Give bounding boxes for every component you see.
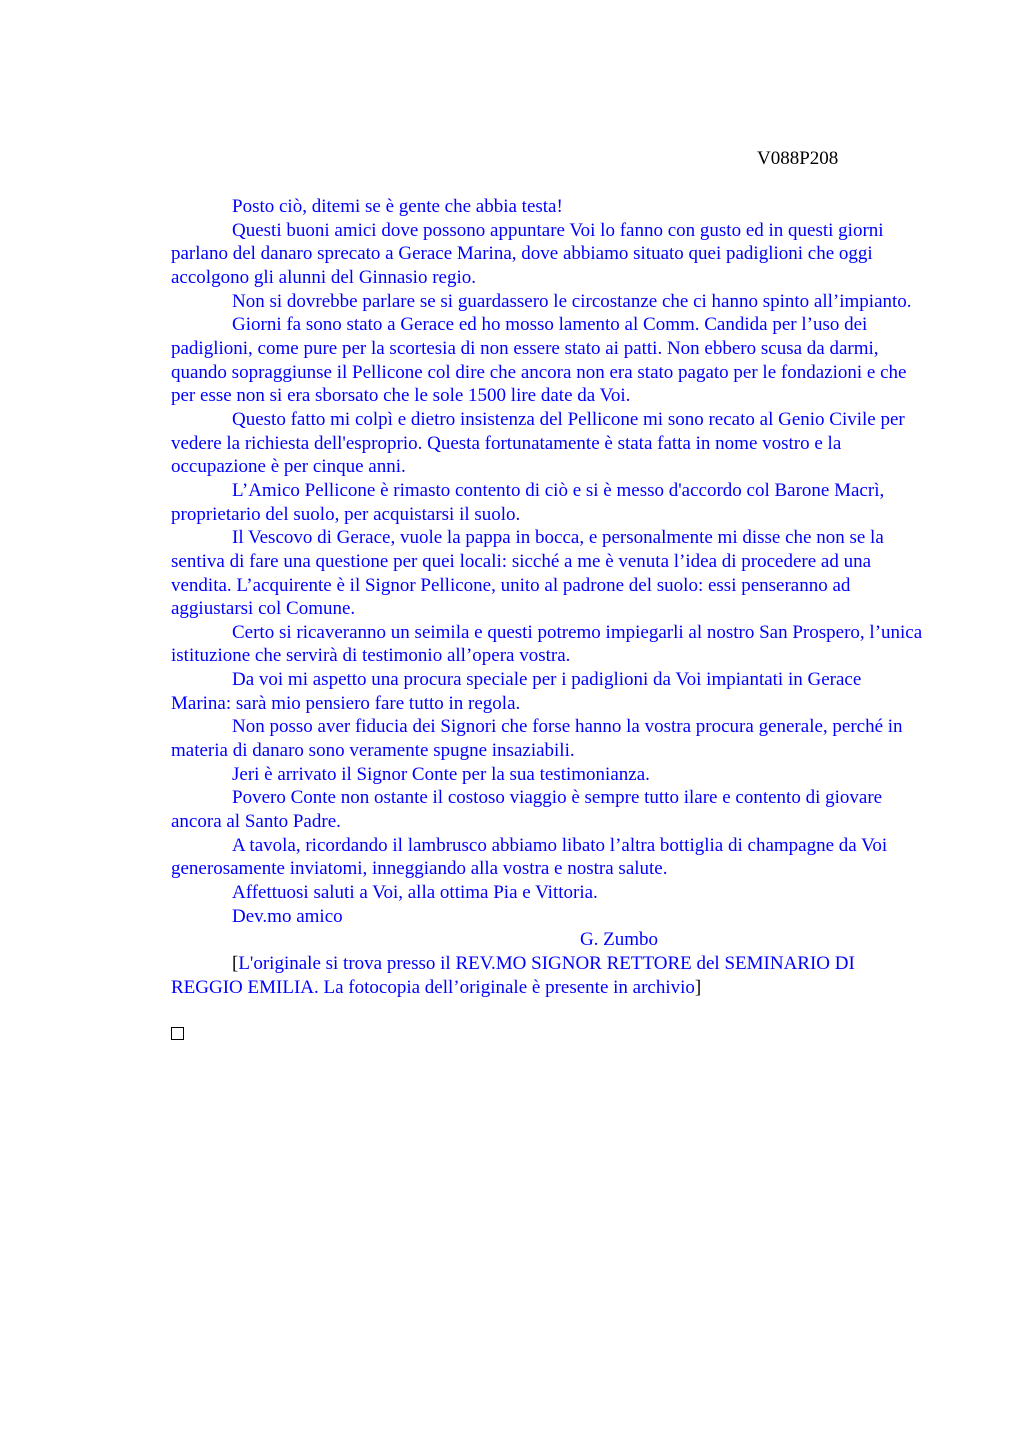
paragraph: Non posso aver fiducia dei Signori che forse hanno la vostra procura generale, perché in materia di danaro sono veramente spugne insaziabili. xyxy=(171,716,903,762)
note-open-bracket: [ xyxy=(232,953,239,974)
paragraph: A tavola, ricordando il lambrusco abbiamo libato l’altra bottiglia di champagne da Voi generosamente inviatomi, inneggiando alla vostra e nostra salute. xyxy=(171,834,888,880)
paragraph: Povero Conte non ostante il costoso viaggio è sempre tutto ilare e contento di giovare ancora al Santo Padre. xyxy=(171,787,883,833)
paragraph: Certo si ricaveranno un seimila e questi potremo impiegarli al nostro San Prospero, l’unica istituzione che servirà di testimonio all’opera vostra. xyxy=(171,621,923,667)
paragraph: Posto ciò, ditemi se è gente che abbia testa! xyxy=(232,196,563,217)
signature: G. Zumbo xyxy=(579,929,659,951)
note-text: L'originale si trova presso il REV.MO SIGNOR RETTORE del SEMINARIO DI REGGIO EMILIA. La fotocopia dell’originale è presente in archivio xyxy=(171,953,855,998)
page-reference: V088P208 xyxy=(757,148,839,169)
empty-square-icon xyxy=(171,1027,184,1040)
paragraph: Il Vescovo di Gerace, vuole la pappa in bocca, e personalmente mi disse che non se la sentiva di fare una questione per quei locali: sicché a me è venuta l’idea di procedere ad una vendita. L’acquirente è il Signor Pellicone, unito al padrone del suolo: essi penseranno ad aggiustarsi col Comune. xyxy=(171,527,884,620)
archive-note xyxy=(171,952,926,999)
paragraph: Questo fatto mi colpì e dietro insistenza del Pellicone mi sono recato al Genio Civile per vedere la richiesta dell'esproprio. Questa fortunatamente è stata fatta in nome vostro e la occupazione è per cinque anni. xyxy=(171,408,905,478)
closing-line: Dev.mo amico xyxy=(232,905,343,927)
paragraph: Da voi mi aspetto una procura speciale per i padiglioni da Voi impiantati in Gerace Marina: sarà mio pensiero fare tutto in regola. xyxy=(171,669,862,714)
paragraph: Giorni fa sono stato a Gerace ed ho mosso lamento al Comm. Candida per l’uso dei padiglioni, come pure per la scortesia di non essere stato ai patti. Non ebbero scusa da darmi, quando sopraggiunse il Pellicone col dire che ancora non era stato pagato per le fondazioni e che per esse non si era sborsato che le sole 1500 lire date da Voi. xyxy=(171,314,907,407)
paragraph: Questi buoni amici dove possono appuntare Voi lo fanno con gusto ed in questi giorni parlano del danaro sprecato a Gerace Marina, dove abbiamo situato quei padiglioni che oggi accolgono gli alunni del Ginnasio regio. xyxy=(171,219,884,288)
paragraph: Affettuosi saluti a Voi, alla ottima Pia e Vittoria. xyxy=(232,882,598,904)
paragraph: L’Amico Pellicone è rimasto contento di ciò e si è messo d'accordo col Barone Macrì, proprietario del suolo, per acquistarsi il suolo. xyxy=(171,479,885,525)
letter-body xyxy=(171,195,926,1040)
paragraph: Jeri è arrivato il Signor Conte per la sua testimonianza. xyxy=(232,763,650,785)
paragraph: Non si dovrebbe parlare se si guardassero le circostanze che ci hanno spinto all’impianto. xyxy=(232,290,912,312)
note-close-bracket: ] xyxy=(694,976,702,998)
